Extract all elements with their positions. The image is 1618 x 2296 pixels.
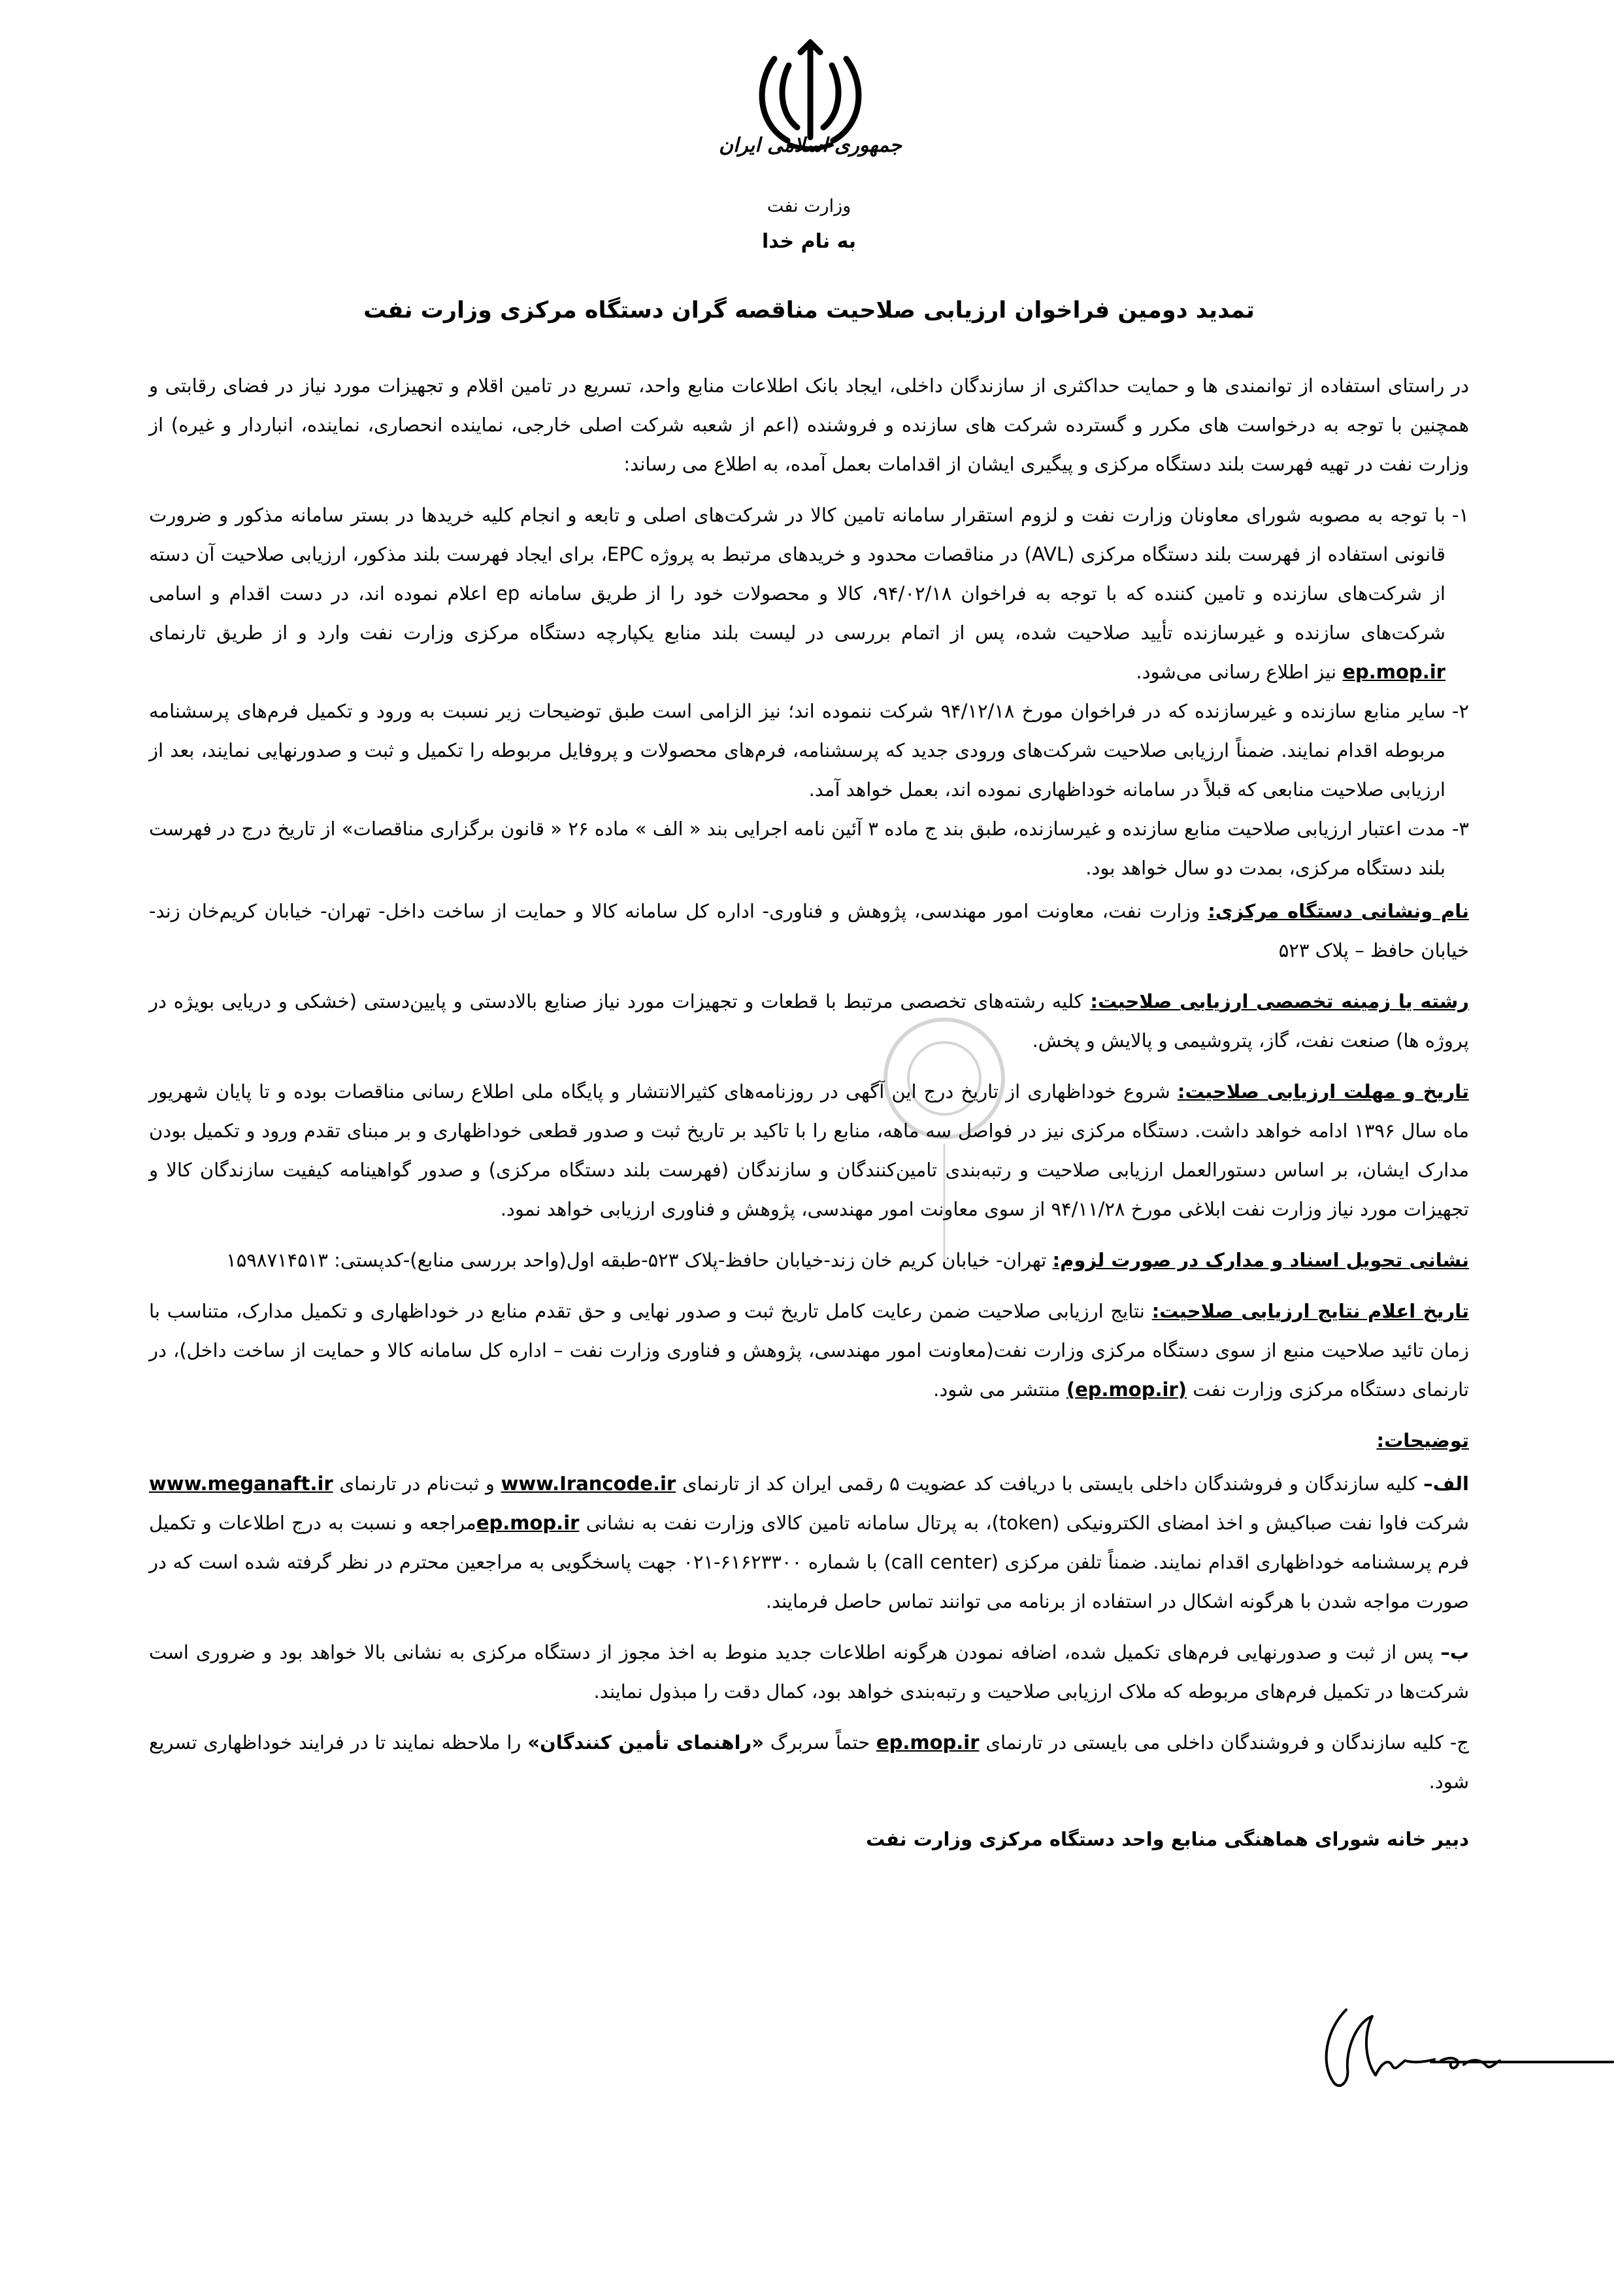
note-text: مراجعه و نسبت به درج اطلاعات و تکمیل فرم پرسشنامه خوداظهاری اقدام نمایند. ضمناً تلفن مرکزی (call center) با شماره ۶۱۶۲۳۳۰۰-۰۲۱ جهت پاسخگویی به مراجعین محترم در نظر گرفته شده است که در صورت مواجه شدن با هرگونه اشکال در استفاده از برنامه می توانند تماس حاصل فرمایند. <box>149 1512 1469 1612</box>
meganaft-link[interactable]: www.meganaft.ir <box>149 1472 333 1495</box>
section-text: منتشر می شود. <box>933 1378 1061 1401</box>
item-number: ۳- <box>1451 818 1469 840</box>
section-dates <box>149 1072 1469 1229</box>
suppliers-guide-tab: «راهنمای تأمین کنندگان» <box>527 1731 764 1754</box>
notice-body <box>149 366 1469 1859</box>
list-item <box>149 691 1469 809</box>
note-text: پس از ثبت و صدورنهایی فرم‌های تکمیل شده، اضافه نمودن هرگونه اطلاعات جدید منوط به اخذ مجوز از دستگاه مرکزی به نشانی بالا خواهد بود و ضروری است شرکت‌ها در تکمیل فرم‌های مربوطه که ملاک ارزیابی صلاحیت و رتبه‌بندی خواهد بود، کمال دقت را مبذول نمایند. <box>149 1641 1469 1703</box>
section-address <box>149 891 1469 970</box>
note-be <box>149 1633 1469 1711</box>
note-label: ج- <box>1449 1731 1470 1754</box>
section-label: تاریخ اعلام نتایج ارزیابی صلاحیت: <box>1151 1300 1469 1322</box>
irancode-link[interactable]: www.Irancode.ir <box>501 1472 676 1495</box>
item-text: مدت اعتبار ارزیابی صلاحیت منابع سازنده و غیرسازنده، طبق بند ج ماده ۳ آئین نامه اجرایی بند « الف » ماده ۲۶ « قانون برگزاری مناقصات» از تاریخ درج در فهرست بلند دستگاه مرکزی، بمدت دو سال خواهد بود. <box>149 818 1445 879</box>
item-text <box>149 495 1445 691</box>
faded-stamp-icon <box>863 1007 1026 1281</box>
bismillah: به نام خدا <box>761 230 857 253</box>
section-field <box>149 982 1469 1060</box>
note-text: حتماً سربرگ <box>770 1731 870 1754</box>
item-number: ۱- <box>1451 504 1469 526</box>
list-item <box>149 809 1469 888</box>
note-text: کلیه سازندگان و فروشندگان داخلی می بایستی در تارنمای <box>985 1731 1444 1754</box>
section-label: رشته یا زمینه تخصصی ارزیابی صلاحیت: <box>1090 990 1470 1012</box>
signatory: دبیر خانه شورای هماهنگی منابع واحد دستگاه مرکزی وزارت نفت <box>866 1828 1469 1850</box>
notice-title: تمدید دومین فراخوان ارزیابی صلاحیت مناقصه گران دستگاه مرکزی وزارت نفت <box>363 297 1255 324</box>
section-label: نشانی تحویل اسناد و مدارک در صورت لزوم: <box>1052 1249 1469 1271</box>
section-text: تهران- خیابان کریم خان زند-خیابان حافظ-پلاک ۵۲۳-طبقه اول(واحد بررسی منابع)-کدپستی: ۱۵۹۸۷۱۴۵۱۳ <box>226 1249 1047 1271</box>
note-jim <box>149 1723 1469 1801</box>
notes-heading: توضیحات: <box>1376 1429 1469 1452</box>
intro-paragraph: در راستای استفاده از توانمندی ها و حمایت حداکثری از سازندگان داخلی، ایجاد بانک اطلاعات منابع واحد، تسریع در تامین اقلام و تجهیزات مورد نیاز در فضای رقابتی و همچنین با توجه به درخواست های مکرر و گسترده شرکت های سازنده و فروشنده (اعم از شعبه شرکت اصلی خارجی، نماینده انحصاری، نماینده، انباردار و غیره) از وزارت نفت در تهیه فهرست بلند دستگاه مرکزی و پیگیری ایشان از اقدامات بعمل آمده، به اطلاع می رساند: <box>149 374 1469 475</box>
note-text: را ملاحظه نمایند تا در فرایند خوداظهاری تسریع شود. <box>149 1731 1469 1793</box>
item-text: سایر منابع سازنده و غیرسازنده که در فراخوان مورخ ۹۴/۱۲/۱۸ شرکت ننموده اند؛ نیز الزامی است طبق توضیحات زیر نسبت به ورود و تکمیل فرم‌های پرسشنامه مربوطه اقدام نمایند. ضمناً ارزیابی صلاحیت شرکت‌های ورودی جدید که پرسشنامه، فرم‌های محصولات و پروفایل مربوطه را تکمیل و ثبت و صدورنهایی نمایند، بعد از ارزیابی صلاحیت منابعی که قبلاً در سامانه خوداظهاری نموده اند، بعمل خواهد آمد. <box>149 700 1445 801</box>
note-label: ب– <box>1440 1641 1470 1663</box>
republic-wordmark: جمهوری اسلامی ایران <box>718 134 902 157</box>
note-text: شرکت فاوا نفت صباکیش و اخذ امضای الکترونیکی (token)، به پرتال سامانه تامین کالای وزارت نفت به نشانی <box>586 1512 1470 1534</box>
section-label: تاریخ و مهلت ارزیابی صلاحیت: <box>1177 1080 1470 1103</box>
ep-link[interactable]: ep.mop.ir <box>476 1512 580 1534</box>
ep-link[interactable]: ep.mop.ir <box>1342 661 1445 683</box>
section-results <box>149 1291 1469 1409</box>
section-delivery-address <box>149 1240 1469 1280</box>
ministry-name: وزارت نفت <box>767 196 851 216</box>
ep-link[interactable]: ep.mop.ir <box>876 1731 980 1754</box>
item-text-part: با توجه به مصوبه شورای معاونان وزارت نفت و لزوم استقرار سامانه تامین کالا در شرکت‌های اصلی و تابعه و انجام کلیه خریدها در بستر سامانه مذکور و ضرورت قانونی استفاده از فهرست بلند دستگاه مرکزی (AVL) در مناقصات محدود و خریدهای مرتبط به پروژه EPC، برای ایجاد فهرست بلند مذکور، ارزیابی صلاحیت آن دسته از شرکت‌های سازنده و تامین کننده که با توجه به فراخوان ۹۴/۰۲/۱۸، کالا و محصولات خود را از طریق سامانه ep اعلام نموده اند، در دست اقدام و اسامی شرکت‌های سازنده و غیرسازنده تأیید صلاحیت شده، پس از اتمام بررسی در لیست بلند منابع یکپارچه دستگاه مرکزی وزارت نفت وارد و از طریق تارنمای <box>149 504 1445 644</box>
section-text: کلیه رشته‌های تخصصی مرتبط با قطعات و تجهیزات مورد نیاز صنایع بالادستی و پایین‌دستی (خشکی و دریایی بویژه در پروژه ها) صنعت نفت، گاز، پتروشیمی و پالایش و پخش. <box>149 990 1469 1052</box>
section-text: نتایج ارزیابی صلاحیت ضمن رعایت کامل تاریخ ثبت و صدور نهایی و حق تقدم منابع در خوداظهاری و تکمیل مدارک، متناسب با زمان تائید صلاحیت منبع از سوی دستگاه مرکزی وزارت نفت(معاونت امور مهندسی، پژوهش و فناوری وزارت نفت – اداره کل سامانه کالا و حمایت از ساخت داخل)، در تارنمای دستگاه مرکزی وزارت نفت <box>149 1300 1469 1401</box>
note-text: و ثبت‌نام در تارنمای <box>339 1472 495 1495</box>
section-text: وزارت نفت، معاونت امور مهندسی، پژوهش و فناوری- اداره کل سامانه کالا و حمایت از ساخت داخل- تهران- خیابان کریم‌خان زند- خیابان حافظ – پلاک ۵۲۳ <box>149 900 1469 961</box>
item-number: ۲- <box>1451 700 1469 722</box>
item-text-part: نیز اطلاع رسانی می‌شود. <box>1136 661 1337 683</box>
handwritten-signature-icon <box>1300 1984 1614 2101</box>
note-text: کلیه سازندگان و فروشندگان داخلی بایستی با دریافت کد عضویت ۵ رقمی ایران کد از تارنمای <box>682 1472 1417 1495</box>
list-item <box>149 495 1469 691</box>
section-label: نام ونشانی دستگاه مرکزی: <box>1208 900 1469 922</box>
note-alef <box>149 1464 1469 1621</box>
ep-link[interactable]: (ep.mop.ir) <box>1066 1378 1187 1401</box>
section-text: شروع خوداظهاری از تاریخ درج این آگهی در روزنامه‌های کثیرالانتشار و پایگاه ملی اطلاع رسانی مناقصات بوده و تا پایان شهریور ماه سال ۱۳۹۶ ادامه خواهد داشت. دستگاه مرکزی نیز در فواصل سه ماهه، منابع را با تاکید بر تاریخ ثبت و صدور قطعی خوداظهاری و بر مبنای تقدم ورود و تکمیل بودن مدارک ایشان، بر اساس دستورالعمل ارزیابی صلاحیت و رتبه‌بندی تامین‌کنندگان و سازندگان (فهرست بلند دستگاه مرکزی) و صدور گواهینامه کیفیت سازندگان کالا و تجهیزات مورد نیاز وزارت نفت ابلاغی مورخ ۹۴/۱۱/۲۸ از سوی معاونت امور مهندسی، پژوهش و فناوری ارزیابی خواهد نمود. <box>149 1080 1469 1220</box>
note-label: الف– <box>1423 1472 1469 1495</box>
